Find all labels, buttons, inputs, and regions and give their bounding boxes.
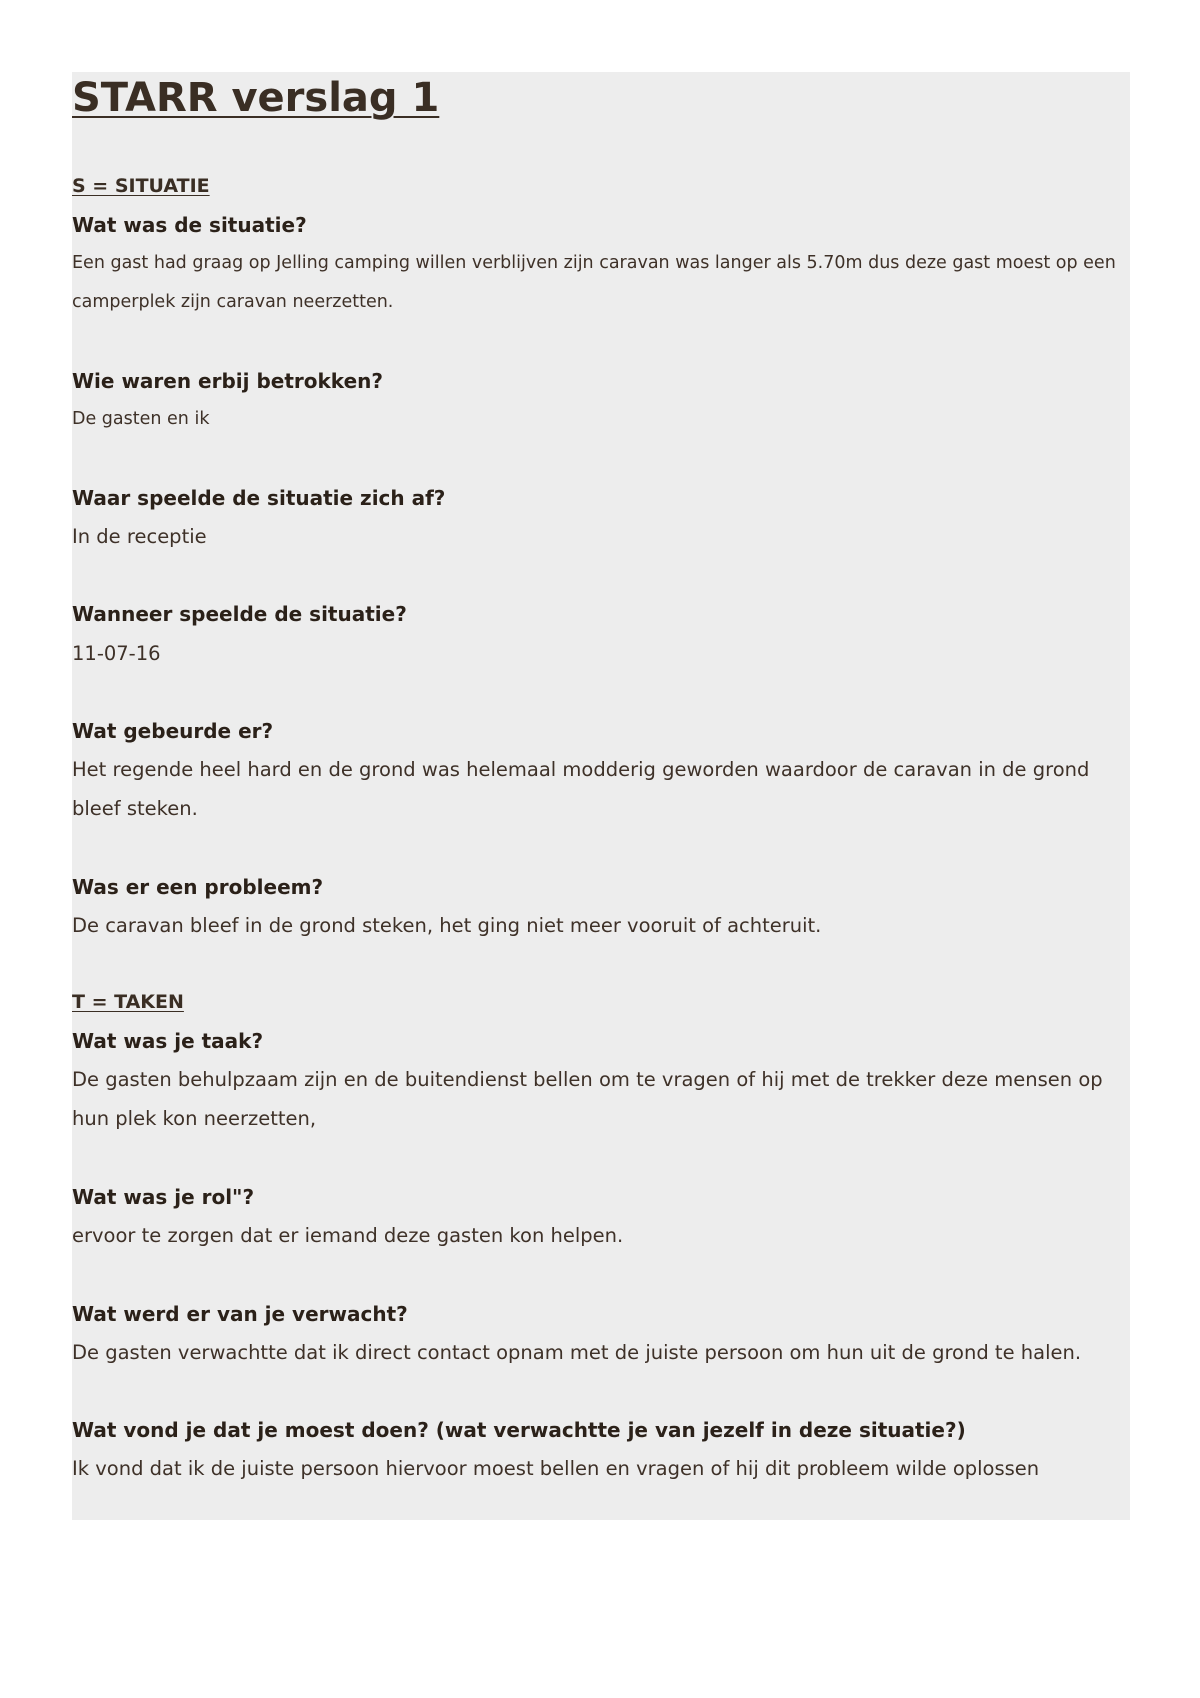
section-heading-situatie: S = SITUATIE [72,175,210,197]
question-rol: Wat was je rol"? [72,1185,255,1209]
question-zelfverwachting: Wat vond je dat je moest doen? (wat verwachtte je van jezelf in deze situatie?) [72,1418,966,1442]
answer-betrokkenen: De gasten en ik [72,409,210,429]
document-title: STARR verslag 1 [72,75,440,121]
question-datum: Wanneer speelde de situatie? [72,602,407,626]
answer-gebeurtenis: Het regende heel hard en de grond was helemaal modderig geworden waardoor de caravan in de grond bleef steken. [72,758,1090,820]
question-probleem: Was er een probleem? [72,875,324,899]
answer-situatie: Een gast had graag op Jelling camping willen verblijven zijn caravan was langer als 5.70m dus deze gast moest op een camperplek zijn caravan neerzetten. [72,253,1116,312]
answer-zelfverwachting: Ik vond dat ik de juiste persoon hiervoor moest bellen en vragen of hij dit probleem wilde oplossen [72,1457,1040,1480]
answer-datum: 11-07-16 [72,642,161,665]
question-taak: Wat was je taak? [72,1029,264,1053]
answer-verwachting: De gasten verwachtte dat ik direct contact opnam met de juiste persoon om hun uit de grond te halen. [72,1341,1082,1364]
answer-locatie: In de receptie [72,525,207,548]
question-locatie: Waar speelde de situatie zich af? [72,486,446,510]
question-situatie: Wat was de situatie? [72,213,307,237]
question-verwachting: Wat werd er van je verwacht? [72,1302,408,1326]
answer-taak: De gasten behulpzaam zijn en de buitendienst bellen om te vragen of hij met de trekker deze mensen op hun plek kon neerzetten, [72,1068,1103,1130]
answer-probleem: De caravan bleef in de grond steken, het ging niet meer vooruit of achteruit. [72,914,822,937]
question-betrokkenen: Wie waren erbij betrokken? [72,369,383,393]
answer-rol: ervoor te zorgen dat er iemand deze gasten kon helpen. [72,1224,624,1247]
question-gebeurtenis: Wat gebeurde er? [72,719,274,743]
section-heading-taken: T = TAKEN [72,991,184,1013]
